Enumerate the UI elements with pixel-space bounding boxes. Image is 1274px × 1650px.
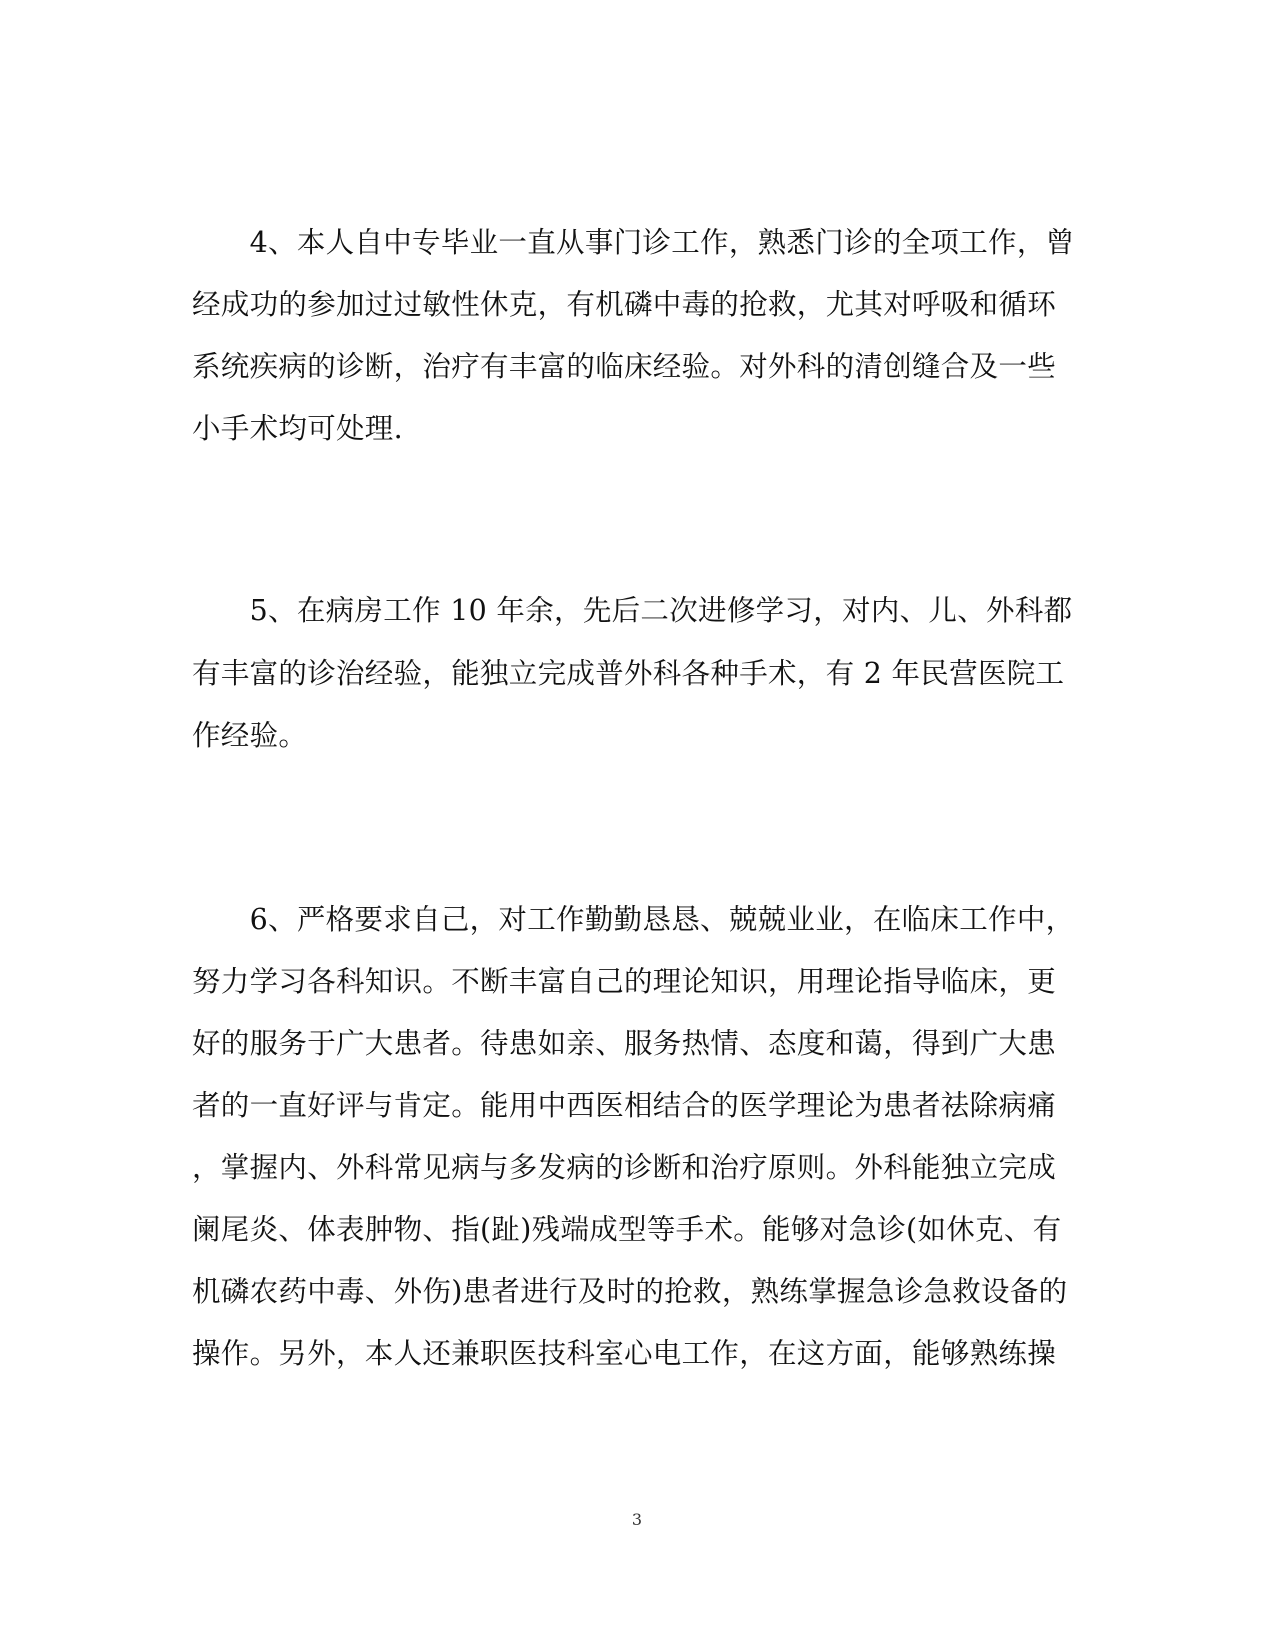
paragraph-line: 操作。另外，本人还兼职医技科室心电工作，在这方面，能够熟练操 bbox=[192, 1337, 1057, 1370]
paragraph-line: 6、严格要求自己，对工作勤勤恳恳、兢兢业业，在临床工作中， bbox=[192, 903, 1075, 936]
paragraph-line: 4、本人自中专毕业一直从事门诊工作，熟悉门诊的全项工作，曾 bbox=[192, 226, 1075, 259]
paragraph-line: 努力学习各科知识。不断丰富自己的理论知识，用理论指导临床，更 bbox=[192, 965, 1057, 998]
paragraph-line: 经成功的参加过过敏性休克，有机磷中毒的抢救，尤其对呼吸和循环 bbox=[192, 288, 1057, 321]
paragraph-line: 5、在病房工作 10 年余，先后二次进修学习，对内、儿、外科都 bbox=[192, 594, 1073, 627]
paragraph-line: 作经验。 bbox=[192, 719, 308, 752]
paragraph-line: 好的服务于广大患者。待患如亲、服务热情、态度和蔼，得到广大患 bbox=[192, 1027, 1057, 1060]
paragraph-line: 小手术均可处理. bbox=[192, 412, 403, 445]
paragraph-line: ，掌握内、外科常见病与多发病的诊断和治疗原则。外科能独立完成 bbox=[192, 1151, 1057, 1184]
page-number: 3 bbox=[631, 1510, 643, 1529]
paragraph-line: 机磷农药中毒、外伤)患者进行及时的抢救，熟练掌握急诊急救设备的 bbox=[192, 1275, 1068, 1308]
paragraph-line: 者的一直好评与肯定。能用中西医相结合的医学理论为患者祛除病痛 bbox=[192, 1089, 1057, 1122]
paragraph-line: 阑尾炎、体表肿物、指(趾)残端成型等手术。能够对急诊(如休克、有 bbox=[192, 1213, 1062, 1246]
paragraph-line: 有丰富的诊治经验，能独立完成普外科各种手术，有 2 年民营医院工 bbox=[192, 657, 1065, 690]
paragraph-line: 系统疾病的诊断，治疗有丰富的临床经验。对外科的清创缝合及一些 bbox=[192, 350, 1057, 383]
